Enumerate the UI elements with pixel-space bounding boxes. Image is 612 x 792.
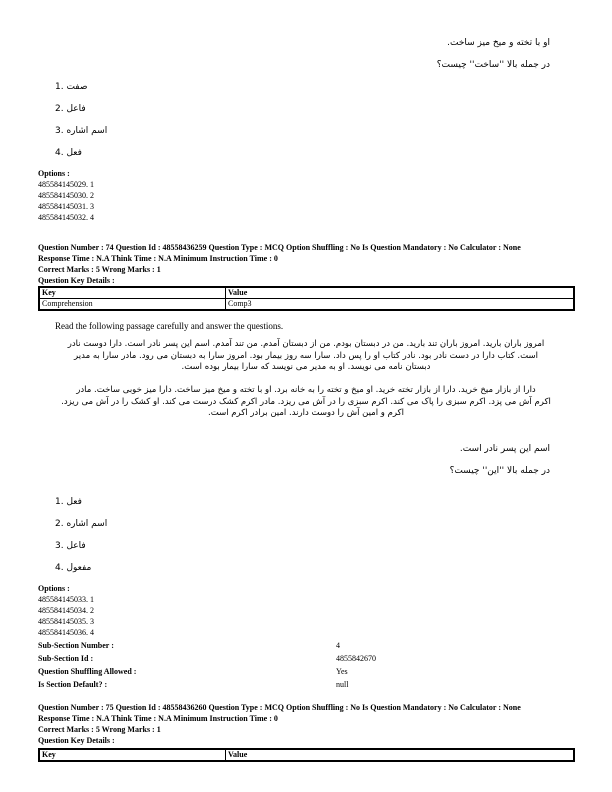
table-cell-value: Comp3 <box>226 299 575 311</box>
table-header-value: Value <box>226 287 575 299</box>
option-id: 485584145030. 2 <box>38 191 94 200</box>
subsection-label: Sub-Section Number : <box>38 641 114 650</box>
subsection-label: Is Section Default? : <box>38 680 108 689</box>
q75-choices <box>55 496 107 584</box>
question-meta-line-3: Correct Marks : 5 Wrong Marks : 1 <box>38 725 161 734</box>
option-id: 485584145029. 1 <box>38 180 94 189</box>
subsection-value: 4855842670 <box>336 654 376 663</box>
question-meta-line-1: Question Number : 74 Question Id : 48558436259 Question Type : MCQ Option Shuffling : No Is Question Mandatory : No Calculator : None <box>38 243 521 252</box>
mcq-option-1: 1. فعل <box>55 497 82 507</box>
question-meta-line-2: Response Time : N.A Think Time : N.A Minimum Instruction Time : 0 <box>38 714 278 723</box>
q75-options-block <box>38 583 94 638</box>
table-header-key: Key <box>39 287 226 299</box>
mcq-option-2: 2. اسم اشاره <box>55 519 108 529</box>
table-header-key: Key <box>39 749 226 761</box>
passage-paragraph-2 <box>60 385 552 420</box>
passage-line: اکرم آش می پزد. اکرم سبزی را پاک می کند. اکرم سبزی را در آش می ریزد. مادر اکرم کشک درست می کند. او کشک را در آش می ریزد. <box>61 396 551 407</box>
q74-meta-block <box>38 242 578 286</box>
options-heading: Options : <box>38 584 70 593</box>
question-key-details-label: Question Key Details : <box>38 276 115 285</box>
mcq-option-4: 4. مفعول <box>55 563 92 573</box>
subsection-value: Yes <box>336 667 348 676</box>
table-row <box>39 299 574 311</box>
table-header-value: Value <box>226 749 575 761</box>
mcq-option-2: 2. فاعل <box>55 104 86 114</box>
passage-instruction: Read the following passage carefully and answer the questions. <box>55 321 284 331</box>
question-meta-line-3: Correct Marks : 5 Wrong Marks : 1 <box>38 265 161 274</box>
passage-line: امروز باران بارید. امروز باران تند بارید. من در دبستان بودم. من از دبستان آمدم. من تند آمدم. اسم این پسر نادر است. دارا دوست نادر <box>67 339 545 349</box>
option-id: 485584145033. 1 <box>38 595 94 604</box>
option-id: 485584145036. 4 <box>38 628 94 637</box>
passage-line: دارا از بازار میخ خرید. دارا از بازار تخته خرید. او میخ و تخته را به خانه برد. او با تخته و میخ میز ساخت. دارا میز خوبی ساخت. مادر <box>76 385 536 395</box>
subsection-label: Sub-Section Id : <box>38 654 94 663</box>
passage-paragraph-1 <box>60 339 552 374</box>
subsection-value: 4 <box>336 641 340 650</box>
mcq-option-3: 3. فاعل <box>55 541 86 551</box>
q74-key-value-table <box>38 286 575 311</box>
q75-question-line-2: در جمله بالا ''این'' چیست؟ <box>449 466 550 476</box>
passage-line: اکرم و امین آش را دوست دارند. امین برادر اکرم است. <box>208 408 404 418</box>
table-header-row <box>39 749 574 761</box>
q75-key-value-table <box>38 748 575 762</box>
table-header-row <box>39 287 574 299</box>
option-id: 485584145031. 3 <box>38 202 94 211</box>
q74-options-block <box>38 168 94 223</box>
q74-question-line-2: در جمله بالا ''ساخت'' چیست؟ <box>436 60 550 70</box>
option-id: 485584145032. 4 <box>38 213 94 222</box>
question-meta-line-2: Response Time : N.A Think Time : N.A Minimum Instruction Time : 0 <box>38 254 278 263</box>
options-heading: Options : <box>38 169 70 178</box>
subsection-label: Question Shuffling Allowed : <box>38 667 137 676</box>
question-meta-line-1: Question Number : 75 Question Id : 48558436260 Question Type : MCQ Option Shuffling : No Is Question Mandatory : No Calculator : None <box>38 703 521 712</box>
table-cell-key: Comprehension <box>39 299 226 311</box>
mcq-option-3: 3. اسم اشاره <box>55 126 108 136</box>
question-key-details-label: Question Key Details : <box>38 736 115 745</box>
passage-line: دبستان نامه می نویسد. او به مدیر می نویسد که سارا بیمار بوده است. <box>181 362 431 372</box>
subsection-value: null <box>336 680 349 689</box>
mcq-option-4: 4. فعل <box>55 148 82 158</box>
option-id: 485584145034. 2 <box>38 606 94 615</box>
q74-question-line-1: او با تخته و میخ میز ساخت. <box>447 38 550 48</box>
option-id: 485584145035. 3 <box>38 617 94 626</box>
passage-line: است. کتاب دارا در دست نادر بود. نادر کتاب او را پس داد. سارا سه روز بیمار بود. امروز سارا به دبستان می رود. مادر سارا به مدیر <box>74 350 538 361</box>
q74-choices <box>55 81 107 169</box>
mcq-option-1: 1. صفت <box>55 82 88 92</box>
q75-question-line-1: اسم این پسر نادر است. <box>459 444 550 454</box>
q75-meta-block <box>38 702 578 746</box>
